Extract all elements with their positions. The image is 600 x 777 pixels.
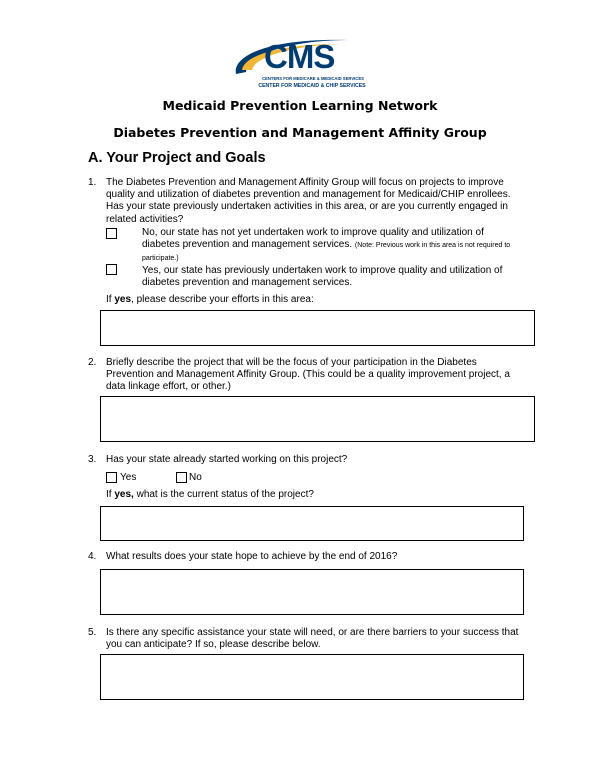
followup-3-bold: yes, [114, 489, 134, 500]
question-1-answer-field[interactable] [100, 310, 535, 346]
question-1-followup [106, 294, 314, 305]
question-3-no-label: No [189, 472, 202, 483]
question-1-yes-checkbox[interactable] [106, 264, 117, 275]
followup-3-post: what is the current status of the project? [133, 489, 314, 500]
question-1-text: The Diabetes Prevention and Management Affinity Group will focus on projects to improve quality and utilization of diabetes prevention and management for Medicaid/CHIP enrollees. Has your state previously undertaken activities in this area, or are you currently engaged in related activities? [106, 177, 511, 225]
followup-1-post: , please describe your efforts in this area: [131, 294, 314, 305]
question-3-answer-field[interactable] [100, 506, 524, 541]
question-5-answer-field[interactable] [100, 654, 524, 700]
question-3-text: Has your state already started working on this project? [106, 454, 348, 465]
cms-logo [228, 34, 374, 90]
question-3-yes-label: Yes [120, 472, 137, 483]
question-1-no-checkbox[interactable] [106, 228, 117, 239]
question-3-number: 3. [88, 454, 97, 465]
logo-subtitle-1: CENTERS FOR MEDICARE & MEDICAID SERVICES [262, 76, 364, 81]
question-4-text: What results does your state hope to achieve by the end of 2016? [106, 551, 398, 562]
question-2-answer-field[interactable] [100, 396, 535, 442]
option-no-text: No, our state has not yet undertaken work to improve quality and utilization of diabetes prevention and management services. [142, 227, 484, 251]
question-5-number: 5. [88, 627, 97, 638]
question-3-followup [106, 489, 314, 500]
document-subtitle: Diabetes Prevention and Management Affinity Group [113, 125, 487, 140]
question-4-answer-field[interactable] [100, 569, 524, 615]
logo-wordmark: CMS [264, 38, 335, 75]
question-1-option-yes: Yes, our state has previously undertaken work to improve quality and utilization of diabetes prevention and management services. [142, 265, 503, 289]
followup-1-pre: If [106, 294, 115, 305]
logo-subtitle-2: CENTER FOR MEDICAID & CHIP SERVICES [258, 83, 366, 89]
followup-3-pre: If [106, 489, 115, 500]
question-4-number: 4. [88, 551, 97, 562]
followup-1-bold: yes [114, 294, 132, 305]
question-3-yes-checkbox[interactable] [106, 472, 117, 483]
question-2-text: Briefly describe the project that will be the focus of your participation in the Diabetes Prevention and Management Affinity Group. (This could be a quality improvement project, a data linkage effort, or other.) [106, 357, 510, 393]
section-heading: A. Your Project and Goals [88, 150, 266, 166]
question-3-no-checkbox[interactable] [176, 472, 187, 483]
question-1-number: 1. [88, 177, 97, 188]
question-2-number: 2. [88, 357, 97, 368]
question-5-text: Is there any specific assistance your state will need, or are there barriers to your success that you can anticipate? If so, please describe below. [106, 627, 519, 651]
question-1-option-no [142, 227, 522, 266]
document-title: Medicaid Prevention Learning Network [162, 98, 438, 113]
option-no-note: (Note: Previous work in this area is not required to participate.) [142, 242, 511, 263]
